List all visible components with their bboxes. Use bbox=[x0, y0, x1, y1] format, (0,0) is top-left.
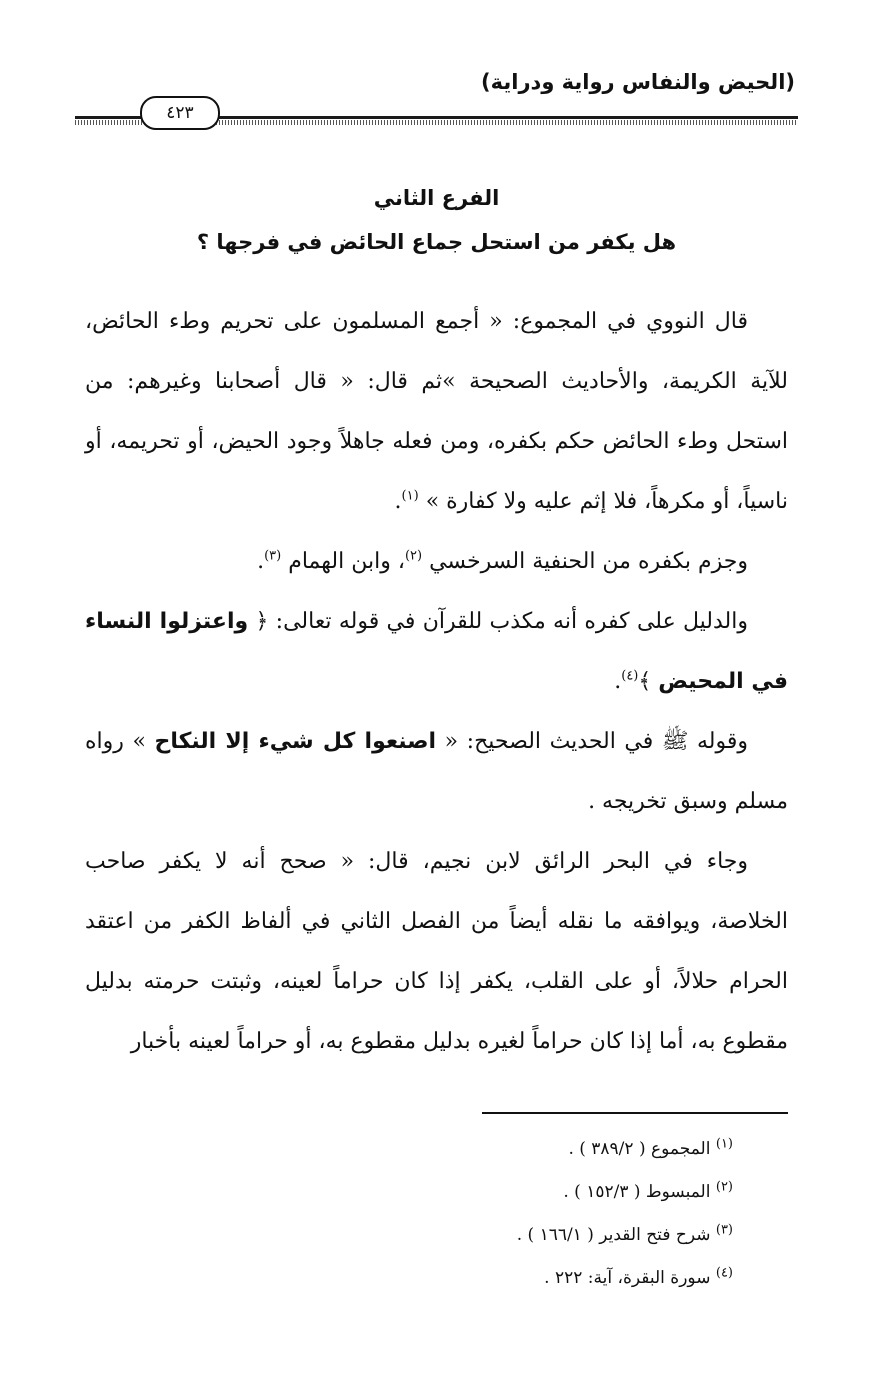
footnote-1-text: المجموع ( ٣٨٩/٢ ) . bbox=[568, 1139, 711, 1159]
footnote-4 bbox=[517, 1257, 733, 1300]
paragraph-1 bbox=[85, 292, 788, 532]
footnote-ref-3: (٣) bbox=[264, 548, 282, 564]
paragraph-4-text: وقوله ﷺ في الحديث الصحيح: « bbox=[444, 729, 748, 754]
hadith-quote: اصنعوا كل شيء إلا النكاح bbox=[154, 729, 437, 754]
footnote-3-text: شرح فتح القدير ( ١٦٦/١ ) . bbox=[516, 1225, 711, 1245]
footnotes bbox=[517, 1128, 733, 1300]
paragraph-2-end: . bbox=[257, 549, 265, 574]
section-heading: الفرع الثاني bbox=[373, 186, 500, 210]
footnote-1 bbox=[517, 1128, 733, 1171]
paragraph-5: وجاء في البحر الرائق لابن نجيم، قال: « صحح أنه لا يكفر صاحب الخلاصة، ويوافقه ما نقله أيضاً من الفصل الثاني في ألفاظ الكفر من اعتقد الحرام حلالاً، أو على القلب، يكفر إذا كان حراماً لعينه، وثبتت حرمته بدليل مقطوع به، أما إذا كان حراماً لغيره بدليل مقطوع به، أو حراماً لعينه بأخبار bbox=[85, 849, 788, 1054]
paragraph-2 bbox=[85, 532, 788, 592]
paragraph-3 bbox=[85, 592, 788, 712]
footnote-ref-1: (١) bbox=[401, 488, 419, 504]
footnote-3 bbox=[517, 1214, 733, 1257]
footnote-separator bbox=[482, 1112, 788, 1114]
quran-close-bracket: ﴾ bbox=[638, 669, 652, 694]
paragraph-2-text-b: ، وابن الهمام bbox=[288, 549, 405, 574]
paragraph-2-text: وجزم بكفره من الحنفية السرخسي bbox=[429, 549, 748, 574]
paragraph-3-text: والدليل على كفره أنه مكذب للقرآن في قوله تعالى: ﴿ bbox=[255, 609, 748, 634]
running-header-title: (الحيض والنفاس رواية ودراية) bbox=[481, 70, 795, 94]
page-number: ٤٢٣ bbox=[140, 96, 220, 130]
paragraph-4 bbox=[85, 712, 788, 832]
footnote-ref-4: (٤) bbox=[621, 668, 639, 684]
footnote-2-number: (٢) bbox=[715, 1179, 733, 1195]
footnote-3-number: (٣) bbox=[715, 1222, 733, 1238]
footnote-2 bbox=[517, 1171, 733, 1214]
footnote-2-text: المبسوط ( ١٥٢/٣ ) . bbox=[563, 1182, 711, 1202]
footnote-4-number: (٤) bbox=[715, 1265, 733, 1281]
footnote-1-number: (١) bbox=[715, 1136, 733, 1152]
section-subheading: هل يكفر من استحل جماع الحائض في فرجها ؟ bbox=[196, 230, 677, 254]
paragraph-1-end: . bbox=[394, 489, 402, 514]
main-text bbox=[85, 292, 788, 1072]
quran-verse: واعتزلوا النساء في المحيض bbox=[85, 609, 788, 694]
footnote-ref-2: (٢) bbox=[404, 548, 423, 564]
paragraph-3-end: . bbox=[614, 669, 622, 694]
footnote-4-text: سورة البقرة، آية: ٢٢٢ . bbox=[544, 1268, 711, 1288]
paragraph-4-text-b: » رواه مسلم وسبق تخريجه . bbox=[85, 729, 788, 814]
paragraph-1-text: قال النووي في المجموع: « أجمع المسلمون على تحريم وطء الحائض، للآية الكريمة، والأحاديث الصحيحة »ثم قال: « قال أصحابنا وغيرهم: من استحل وطء الحائض حكم بكفره، ومن فعله جاهلاً وجود الحيض، أو تحريمه، أو ناسياً، أو مكرهاً، فلا إثم عليه ولا كفارة » bbox=[85, 309, 788, 514]
